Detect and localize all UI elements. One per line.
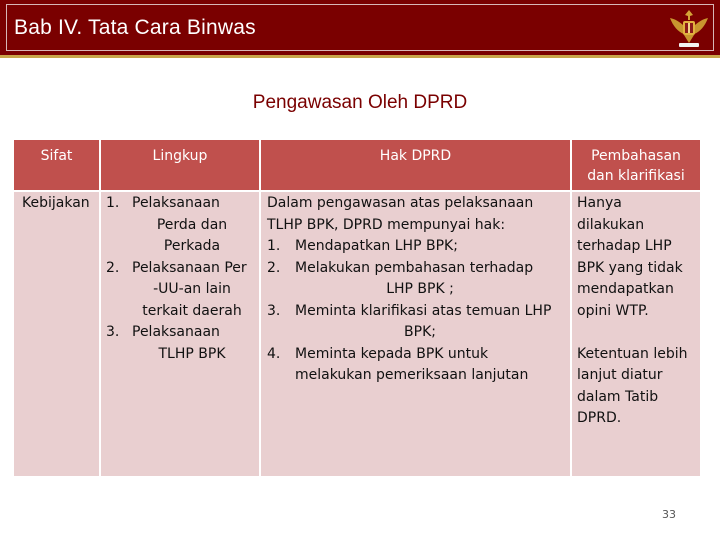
slide-title: Bab IV. Tata Cara Binwas <box>14 16 256 39</box>
lingkup-number: 2. <box>106 259 120 276</box>
sifat-value: Kebijakan <box>22 195 90 211</box>
hak-item: LHP BPK ; <box>386 281 454 297</box>
garuda-emblem-icon <box>666 4 712 50</box>
lingkup-item: Perda dan <box>156 216 228 233</box>
header-hak-dprd: Hak DPRD <box>379 148 452 164</box>
lingkup-item: Pelaksanaan Per <box>132 259 247 276</box>
oversight-table <box>14 140 700 476</box>
header-sifat: Sifat <box>40 148 73 164</box>
section-heading: Pengawasan Oleh DPRD <box>252 92 468 113</box>
hak-number: 4. <box>267 345 281 362</box>
pembahasan-text: BPK yang tidak <box>577 259 683 276</box>
lingkup-item: terkait daerah <box>142 302 242 319</box>
header-lingkup: Lingkup <box>152 148 208 164</box>
hak-number: 1. <box>267 238 281 254</box>
hak-number: 2. <box>267 259 281 276</box>
pembahasan-text: Hanya <box>577 195 622 211</box>
header-klarifikasi: dan klarifikasi <box>587 168 685 184</box>
pembahasan-text: mendapatkan <box>577 281 674 297</box>
hak-intro: Dalam pengawasan atas pelaksanaan <box>267 195 534 211</box>
hak-item: Mendapatkan LHP BPK; <box>295 238 458 254</box>
lingkup-item: Pelaksanaan <box>132 195 220 211</box>
hak-item: BPK; <box>404 324 436 340</box>
pembahasan-text: opini WTP. <box>577 302 649 319</box>
hak-item: Meminta klarifikasi atas temuan LHP <box>295 302 552 319</box>
pembahasan-text: DPRD. <box>577 410 622 426</box>
lingkup-item: Perkada <box>163 238 221 254</box>
page-number: 33 <box>662 508 676 521</box>
lingkup-item: -UU-an lain <box>153 281 231 297</box>
lingkup-item: Pelaksanaan <box>132 324 220 340</box>
hak-item: melakukan pemeriksaan lanjutan <box>295 367 529 383</box>
hak-item: Meminta kepada BPK untuk <box>295 345 489 362</box>
hak-number: 3. <box>267 302 281 319</box>
lingkup-number: 1. <box>106 195 120 211</box>
column-divider <box>99 140 101 476</box>
header-pembahasan: Pembahasan <box>591 148 681 164</box>
pembahasan-text: dalam Tatib <box>577 388 659 405</box>
pembahasan-text: dilakukan <box>577 216 645 233</box>
pembahasan-text: lanjut diatur <box>577 367 663 383</box>
column-divider <box>259 140 261 476</box>
pembahasan-text: terhadap LHP <box>577 238 672 254</box>
slide-header <box>0 0 720 58</box>
hak-item: Melakukan pembahasan terhadap <box>295 259 534 276</box>
pembahasan-text: Ketentuan lebih <box>577 345 688 362</box>
hak-intro: TLHP BPK, DPRD mempunyai hak: <box>267 216 506 233</box>
lingkup-number: 3. <box>106 324 120 340</box>
column-divider <box>570 140 572 476</box>
lingkup-item: TLHP BPK <box>158 345 226 362</box>
